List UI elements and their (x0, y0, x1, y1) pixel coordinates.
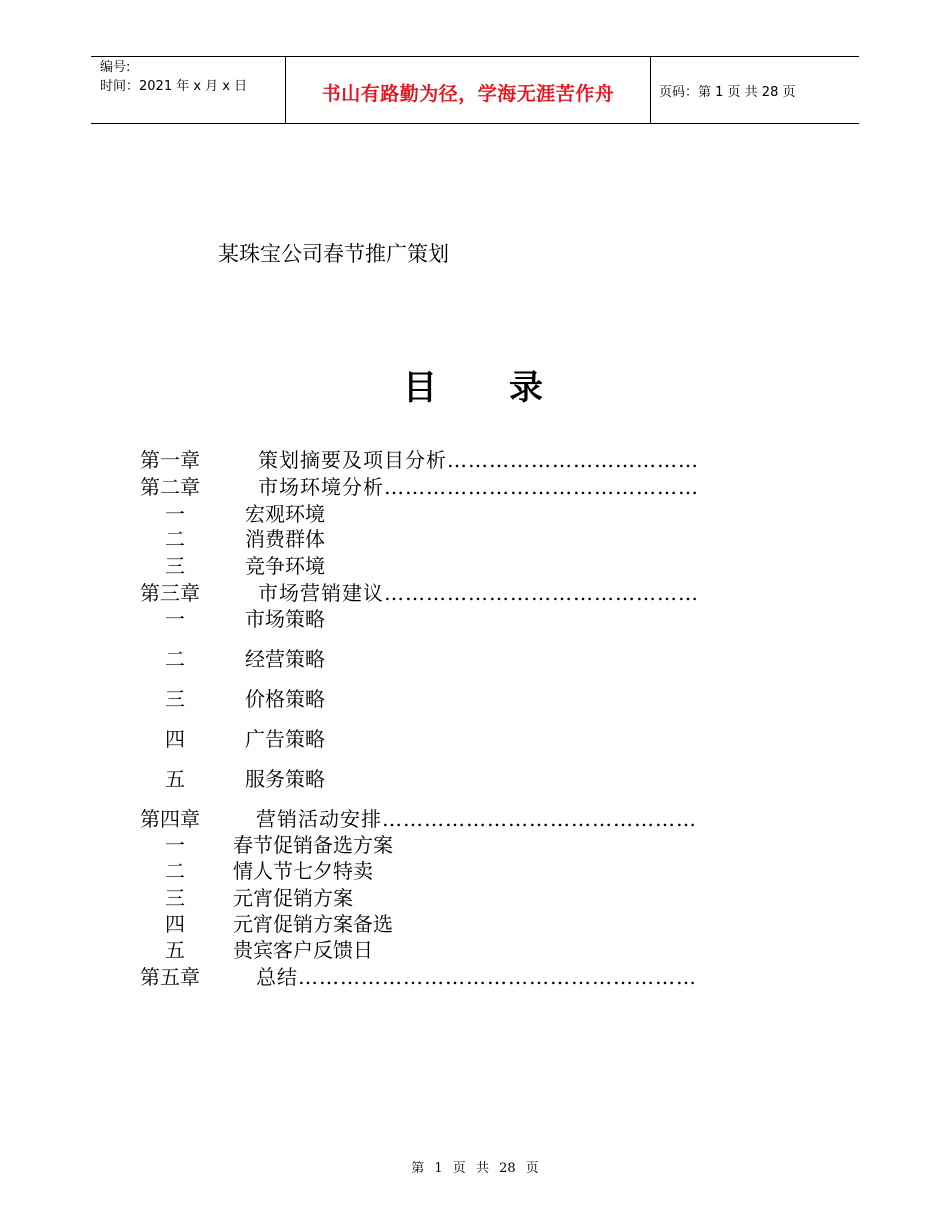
toc-entry-number: 三 (165, 687, 185, 711)
toc-entry[interactable] (165, 554, 465, 578)
toc-entry[interactable] (165, 527, 465, 551)
toc-entry-number: 第五章 (140, 965, 200, 989)
toc-entry-number: 二 (165, 527, 185, 551)
toc-entry[interactable] (165, 833, 465, 857)
toc-entry-number: 三 (165, 886, 185, 910)
toc-entry-number: 二 (165, 859, 185, 883)
toc-entry-number: 一 (165, 607, 185, 631)
toc-entry-text: 市场环境分析……………………………………… (258, 475, 699, 499)
header-motto: 书山有路勤为径，学海无涯苦作舟 (321, 83, 615, 105)
page-footer (0, 1157, 950, 1176)
footer-ye2: 页 (525, 1161, 539, 1176)
toc-entry-text: 元宵促销方案备选 (233, 912, 393, 936)
toc-entry[interactable] (165, 687, 465, 711)
toc-entry-text: 经营策略 (245, 647, 325, 671)
toc-entry[interactable] (165, 607, 465, 631)
toc-entry-text: 价格策略 (245, 687, 325, 711)
toc-entry-number: 二 (165, 647, 185, 671)
toc-entry[interactable] (140, 965, 840, 989)
document-number-label: 编号: (100, 60, 131, 75)
toc-entry-number: 第二章 (140, 475, 200, 499)
toc-entry-number: 第三章 (140, 581, 200, 605)
toc-entry-text: 市场策略 (245, 607, 325, 631)
footer-gong: 共 (475, 1161, 489, 1176)
toc-entry-text: 贵宾客户反馈日 (233, 938, 373, 962)
toc-entry-text: 市场营销建议……………………………………… (258, 581, 699, 605)
toc-entry-text: 情人节七夕特卖 (233, 859, 373, 883)
toc-entry-text: 营销活动安排……………………………………… (256, 807, 697, 831)
toc-entry-text: 元宵促销方案 (233, 886, 353, 910)
document-time-label: 时间：2021 年 x 月 x 日 (100, 79, 248, 94)
toc-entry-text: 春节促销备选方案 (233, 833, 393, 857)
toc-entry[interactable] (140, 448, 840, 472)
toc-entry-number: 第四章 (140, 807, 200, 831)
toc-entry-number: 五 (165, 767, 185, 791)
footer-di: 第 (411, 1161, 425, 1176)
toc-entry-number: 三 (165, 554, 185, 578)
toc-entry-number: 一 (165, 502, 185, 526)
toc-entry-number: 四 (165, 727, 185, 751)
toc-heading: 目录 (403, 368, 615, 408)
footer-total-pages: 28 (499, 1161, 516, 1176)
toc-entry[interactable] (165, 886, 465, 910)
toc-entry[interactable] (165, 727, 465, 751)
toc-entry-text: 总结………………………………………………… (256, 965, 697, 989)
toc-entry-text: 服务策略 (245, 767, 325, 791)
footer-ye: 页 (452, 1161, 466, 1176)
toc-entry[interactable] (165, 767, 465, 791)
toc-entry-text: 宏观环境 (245, 502, 325, 526)
toc-entry[interactable] (140, 475, 840, 499)
toc-entry-number: 五 (165, 938, 185, 962)
document-title: 某珠宝公司春节推广策划 (218, 242, 449, 266)
toc-entry-number: 第一章 (140, 448, 200, 472)
toc-entry[interactable] (165, 502, 465, 526)
toc-entry-text: 广告策略 (245, 727, 325, 751)
toc-entry[interactable] (165, 912, 465, 936)
toc-entry[interactable] (140, 807, 840, 831)
footer-page-number: 1 (434, 1161, 443, 1176)
toc-entry-number: 一 (165, 833, 185, 857)
toc-entry[interactable] (165, 647, 465, 671)
toc-entry-number: 四 (165, 912, 185, 936)
toc-entry-text: 策划摘要及项目分析……………………………… (258, 448, 699, 472)
header-page-info: 页码：第 1 页 共 28 页 (659, 85, 796, 100)
toc-entry[interactable] (140, 581, 840, 605)
toc-entry[interactable] (165, 938, 465, 962)
toc-entry-text: 竞争环境 (245, 554, 325, 578)
toc-entry-text: 消费群体 (245, 527, 325, 551)
toc-entry[interactable] (165, 859, 465, 883)
